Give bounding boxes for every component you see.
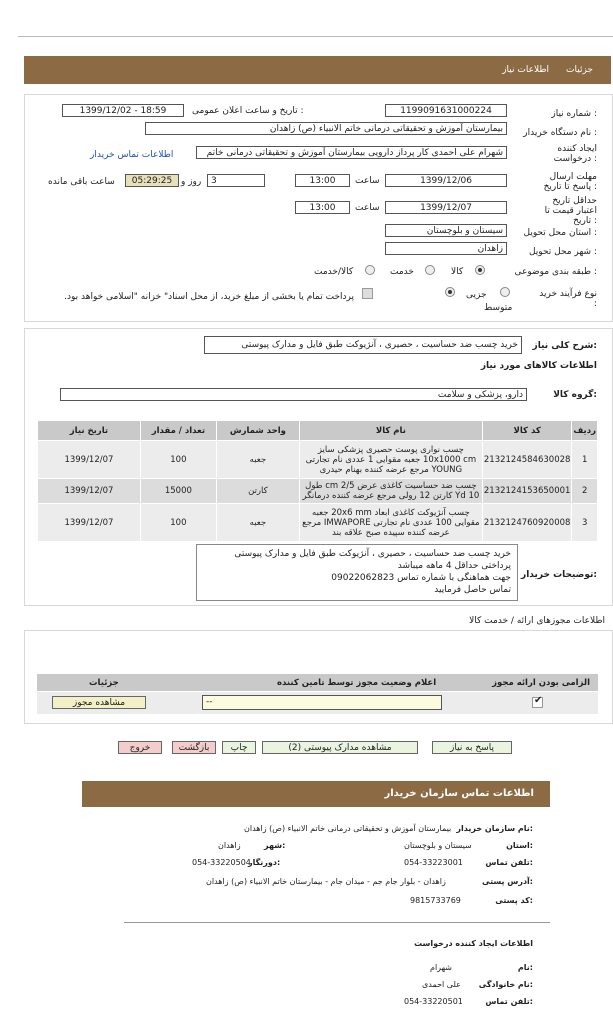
goods-table-header xyxy=(38,421,598,441)
permits-table-header xyxy=(37,674,598,691)
validity-label: حداقل تاریخ اعتبار قیمت تا تاریخ : xyxy=(544,196,597,226)
category-label: طبقه بندی موضوعی : xyxy=(514,267,597,277)
remaining-label: ساعت باقی مانده xyxy=(48,177,115,187)
address-label: آدرس پستی: xyxy=(482,877,533,886)
org-value: بیمارستان آموزش و تحقیقاتی درمانی خاتم الانبیاء (ص) زاهدان xyxy=(244,824,452,833)
postal-label: کد پستی: xyxy=(495,896,533,905)
summary-field: خرید چسب ضد حساسیت ، حصیری ، آنژیوکت طبق فایل و مدارک پیوستی xyxy=(204,336,522,354)
province-field: سیستان و بلوچستان xyxy=(385,224,507,237)
announce-label: تاریخ و ساعت اعلان عمومی : xyxy=(192,106,304,116)
permits-required-header: الزامی بودن ارائه مجوز xyxy=(492,678,590,688)
back-button[interactable]: بازگشت xyxy=(172,741,216,754)
creator-phone-value: 054-33220501 xyxy=(404,997,463,1006)
validity-time-label: ساعت xyxy=(355,203,380,213)
creator-label: ایجاد کننده درخواست : xyxy=(553,144,597,164)
deadline-date-field: 1399/12/06 xyxy=(385,174,507,187)
row-index: 1 xyxy=(572,441,598,479)
page-header xyxy=(24,56,611,84)
notes-label: توضیحات خریدار: xyxy=(521,570,597,580)
fname-value: شهرام xyxy=(430,963,452,972)
row-date: 1399/12/07 xyxy=(38,504,141,542)
notes-line-3: جهت هماهنگی با شماره تماس 09022062823 xyxy=(331,573,511,583)
process-medium-label: متوسط xyxy=(484,303,513,313)
fname-label: نام: xyxy=(517,963,533,972)
notes-line-1: خرید چسب ضد حساسیت ، حصیری ، آنژیوکت طبق فایل و مدارک پیوستی xyxy=(234,549,511,559)
row-date: 1399/12/07 xyxy=(38,479,141,504)
creator-field: شهرام علی احمدی کار پرداز دارویی بیمارستان آموزش و تحقیقاتی درمانی خاتم xyxy=(196,146,507,159)
row-code: 2132124584630028 xyxy=(482,441,572,479)
category-service-radio[interactable] xyxy=(425,265,435,275)
notes-line-2: پرداختی حداقل 4 ماهه میباشد xyxy=(397,561,511,571)
reply-button[interactable]: پاسخ به نیاز xyxy=(432,741,512,754)
deadline-time-label: ساعت xyxy=(355,176,380,186)
days-remaining-field: 3 xyxy=(207,174,265,187)
category-goods-label: کالا xyxy=(451,267,464,277)
org-label: نام سازمان خریدار: xyxy=(456,824,533,833)
contact-city-label: شهر: xyxy=(264,841,286,850)
contact-divider xyxy=(124,922,550,923)
row-qty: 100 xyxy=(140,504,216,542)
city-label: شهر محل تحویل : xyxy=(528,247,597,257)
process-partial-label: جزیی xyxy=(466,290,487,300)
creator-phone-label: تلفن تماس: xyxy=(485,997,533,1006)
treasury-checkbox[interactable] xyxy=(362,288,373,299)
goods-section-title: اطلاعات کالاهای مورد نیاز xyxy=(480,361,597,371)
goods-table-wrap xyxy=(37,420,598,542)
row-name: چسب آنژیوکت کاغذی ابعاد 20x6 mm جعبه مقوایی 100 عددی نام تجارتی IMWAPORE مرجع عرضه کننده سپیده صبح علاقه بند xyxy=(299,504,482,542)
fax-label: دورنگار: xyxy=(248,858,281,867)
deadline-label: مهلت ارسال پاسخ تا تاریخ : xyxy=(543,172,597,192)
row-code: 2132124153650001 xyxy=(482,479,572,504)
col-row: ردیف xyxy=(572,421,598,441)
buyer-field: بیمارستان آموزش و تحقیقاتی درمانی خاتم الانبیاء (ص) زاهدان xyxy=(145,122,507,135)
row-name: چسب نواری پوست حصیری پزشکی سایز 10x1000 cm جعبه مقوایی 1 عددی نام تجارتی YOUNG مرجع عرضه کننده بهنام حیدری xyxy=(299,441,482,479)
row-qty: 100 xyxy=(140,441,216,479)
table-row xyxy=(38,441,598,479)
buyer-label: نام دستگاه خریدار : xyxy=(523,128,597,138)
permit-required-checkbox: ✔ xyxy=(534,695,543,706)
permits-status-header: اعلام وضعیت مجوز توسط تامین کننده xyxy=(277,678,437,688)
permits-details-header: جزئیات xyxy=(89,678,119,688)
phone-label: تلفن تماس: xyxy=(485,858,533,867)
goods-table xyxy=(37,420,598,542)
top-divider xyxy=(18,36,613,37)
deadline-time-field: 13:00 xyxy=(295,174,350,187)
need-number-field: 1199091631000224 xyxy=(385,104,507,117)
need-number-label: شماره نیاز : xyxy=(551,109,597,119)
contact-province-label: استان: xyxy=(506,841,533,850)
col-unit: واحد شمارش xyxy=(216,421,299,441)
category-both-label: کالا/خدمت xyxy=(314,267,354,277)
address-value: زاهدان - بلوار جام جم - میدان جام - بیمارستان خاتم الانبیاء (ص) زاهدان xyxy=(206,877,446,886)
table-row xyxy=(38,504,598,542)
row-index: 3 xyxy=(572,504,598,542)
permit-status-field: -- xyxy=(202,695,442,710)
remaining-time-field: 05:29:25 xyxy=(125,174,179,187)
lname-value: علی احمدی xyxy=(422,980,461,989)
validity-time-field: 13:00 xyxy=(295,201,350,214)
contact-province-value: سیستان و بلوچستان xyxy=(404,841,472,850)
col-qty: تعداد / مقدار xyxy=(140,421,216,441)
notes-box xyxy=(196,544,518,601)
print-button[interactable]: چاپ xyxy=(222,741,256,754)
goods-group-field: دارو، پزشکی و سلامت xyxy=(60,388,527,401)
row-unit: کارتن xyxy=(216,479,299,504)
tab-details[interactable]: جزئیات xyxy=(566,65,593,75)
row-date: 1399/12/07 xyxy=(38,441,141,479)
table-row xyxy=(38,479,598,504)
col-date: تاریخ نیاز xyxy=(38,421,141,441)
category-service-label: خدمت xyxy=(390,267,414,277)
row-code: 2132124760920008 xyxy=(482,504,572,542)
province-label: استان محل تحویل : xyxy=(523,228,597,238)
phone-value: 054-33223001 xyxy=(404,858,463,867)
contact-city-value: زاهدان xyxy=(218,841,241,850)
days-label: روز و xyxy=(181,177,202,187)
announce-field: 1399/12/02 - 18:59 xyxy=(62,104,184,117)
postal-value: 9815733769 xyxy=(410,896,461,905)
permits-title: اطلاعات مجوزهای ارائه / خدمت کالا xyxy=(469,616,605,626)
row-name: چسب ضد حساسیت کاغذی عرض cm 2/5 طول Yd 10 کارتن 12 رولی مرجع عرضه کننده درمانگر xyxy=(299,479,482,504)
process-partial-radio[interactable] xyxy=(445,287,455,297)
col-name: نام کالا xyxy=(299,421,482,441)
view-permit-button[interactable]: مشاهده مجوز xyxy=(52,696,146,709)
creator-info-title: اطلاعات ایجاد کننده درخواست xyxy=(414,939,533,948)
view-attachments-button[interactable]: مشاهده مدارک پیوستی (2) xyxy=(262,741,418,754)
category-goods-radio[interactable] xyxy=(475,265,485,275)
treasury-note: پرداخت تمام یا بخشی از مبلغ خرید، از محل اسناد" خزانه "اسلامی خواهد بود. xyxy=(64,292,354,302)
goods-group-label: گروه کالا: xyxy=(553,390,597,400)
notes-line-4: تماس حاصل فرمایید xyxy=(434,585,511,595)
category-both-radio[interactable] xyxy=(365,265,375,275)
process-medium-radio[interactable] xyxy=(500,287,510,297)
row-index: 2 xyxy=(572,479,598,504)
city-field: زاهدان xyxy=(385,242,507,255)
contact-header xyxy=(82,781,550,807)
summary-label: شرح کلی نیاز: xyxy=(532,341,597,351)
row-unit: جعبه xyxy=(216,441,299,479)
row-unit: جعبه xyxy=(216,504,299,542)
row-qty: 15000 xyxy=(140,479,216,504)
contact-title: اطلاعات تماس سازمان خریدار xyxy=(384,788,534,799)
fax-value: 054-33220504 xyxy=(192,858,251,867)
process-label: نوع فرآیند خرید : xyxy=(539,289,597,309)
lname-label: نام خانوادگی: xyxy=(478,980,533,989)
validity-date-field: 1399/12/07 xyxy=(385,201,507,214)
tab-need-info[interactable]: اطلاعات نیاز xyxy=(502,65,549,75)
exit-button[interactable]: خروج xyxy=(118,741,162,754)
col-code: کد کالا xyxy=(482,421,572,441)
buyer-contact-link[interactable]: اطلاعات تماس خریدار xyxy=(90,150,174,160)
